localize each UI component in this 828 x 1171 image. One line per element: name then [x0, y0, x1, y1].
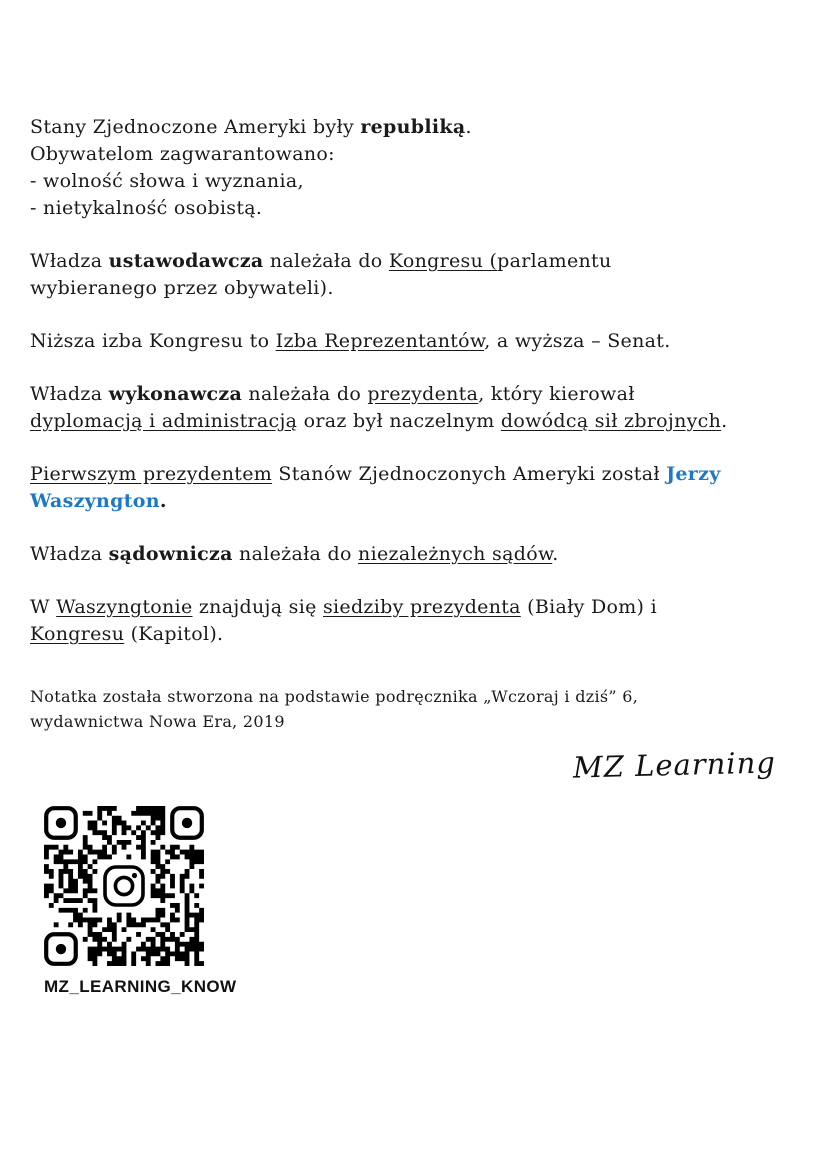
- text-line: [30, 621, 802, 648]
- text-line: [30, 594, 802, 621]
- text-segment: niezależnych sądów: [358, 543, 553, 565]
- paragraph-chambers: [30, 328, 802, 355]
- text-segment: - wolność słowa i wyznania,: [30, 170, 304, 192]
- text-segment: Waszyngtonie: [56, 596, 193, 618]
- text-segment: wykonawcza: [108, 383, 243, 405]
- text-line: [30, 684, 802, 709]
- text-line: [30, 488, 802, 515]
- instagram-handle: MZ_LEARNING_KNOW: [44, 977, 237, 996]
- text-segment: , a wyższa – Senat.: [484, 330, 671, 352]
- text-segment: Waszyngton: [30, 490, 160, 512]
- paragraph-intro: [30, 114, 802, 222]
- text-segment: sądownicza: [108, 543, 233, 565]
- text-line: [30, 461, 802, 488]
- text-segment: należała do: [242, 383, 368, 405]
- text-segment: Niższa izba Kongresu to: [30, 330, 276, 352]
- text-segment: Pierwszym prezydentem: [30, 463, 273, 485]
- text-line: [30, 195, 802, 222]
- text-segment: W: [30, 596, 57, 618]
- text-line: [30, 248, 802, 275]
- text-segment: prezydenta: [367, 383, 479, 405]
- text-line: [30, 141, 802, 168]
- text-segment: .: [721, 410, 728, 432]
- text-segment: (Biały Dom) i: [520, 596, 657, 618]
- text-segment: Jerzy: [666, 463, 721, 485]
- text-segment: Izba Reprezentantów: [275, 330, 485, 352]
- text-segment: Obywatelom zagwarantowano:: [30, 143, 335, 165]
- text-segment: Władza: [30, 543, 109, 565]
- text-segment: ustawodawcza: [108, 250, 264, 272]
- text-line: [30, 168, 802, 195]
- text-segment: należała do: [263, 250, 389, 272]
- text-segment: wydawnictwa Nowa Era, 2019: [30, 712, 285, 731]
- text-segment: wybieranego przez obywateli).: [30, 277, 334, 299]
- text-segment: oraz był naczelnym: [297, 410, 501, 432]
- paragraph-washington: [30, 594, 802, 648]
- text-line: [30, 381, 802, 408]
- text-segment: - nietykalność osobistą.: [30, 197, 263, 219]
- text-segment: dowódcą sił zbrojnych: [500, 410, 722, 432]
- text-line: [30, 275, 802, 302]
- qr-section: [44, 806, 237, 997]
- text-segment: siedziby prezydenta: [323, 596, 521, 618]
- text-segment: Stany Zjednoczone Ameryki były: [30, 116, 361, 138]
- text-segment: Notatka została stworzona na podstawie podręcznika „Wczoraj i dziś” 6,: [30, 687, 639, 706]
- qr-code: [44, 806, 204, 966]
- text-segment: .: [465, 116, 472, 138]
- text-segment: Stanów Zjednoczonych Ameryki został: [272, 463, 667, 485]
- paragraph-legislative: [30, 248, 802, 302]
- paragraph-president: [30, 461, 802, 515]
- paragraph-judicial: [30, 541, 802, 568]
- text-line: [30, 328, 802, 355]
- text-segment: .: [552, 543, 559, 565]
- text-segment: Władza: [30, 383, 109, 405]
- text-segment: parlamentu: [497, 250, 612, 272]
- text-segment: republiką: [360, 116, 466, 138]
- document-body: [30, 114, 802, 760]
- text-segment: Kongresu (: [388, 250, 498, 272]
- paragraph-executive: [30, 381, 802, 435]
- text-segment: Władza: [30, 250, 109, 272]
- text-line: [30, 541, 802, 568]
- text-segment: .: [159, 490, 167, 512]
- footnote: [30, 684, 802, 734]
- text-segment: (Kapitol).: [124, 623, 224, 645]
- text-line: [30, 408, 802, 435]
- text-segment: , który kierował: [478, 383, 635, 405]
- text-segment: znajdują się: [192, 596, 323, 618]
- text-line: [30, 709, 802, 734]
- text-line: [30, 114, 802, 141]
- signature: MZ Learning: [572, 745, 777, 785]
- text-segment: Kongresu: [30, 623, 125, 645]
- text-segment: dyplomacją i administracją: [30, 410, 298, 432]
- text-segment: należała do: [232, 543, 359, 565]
